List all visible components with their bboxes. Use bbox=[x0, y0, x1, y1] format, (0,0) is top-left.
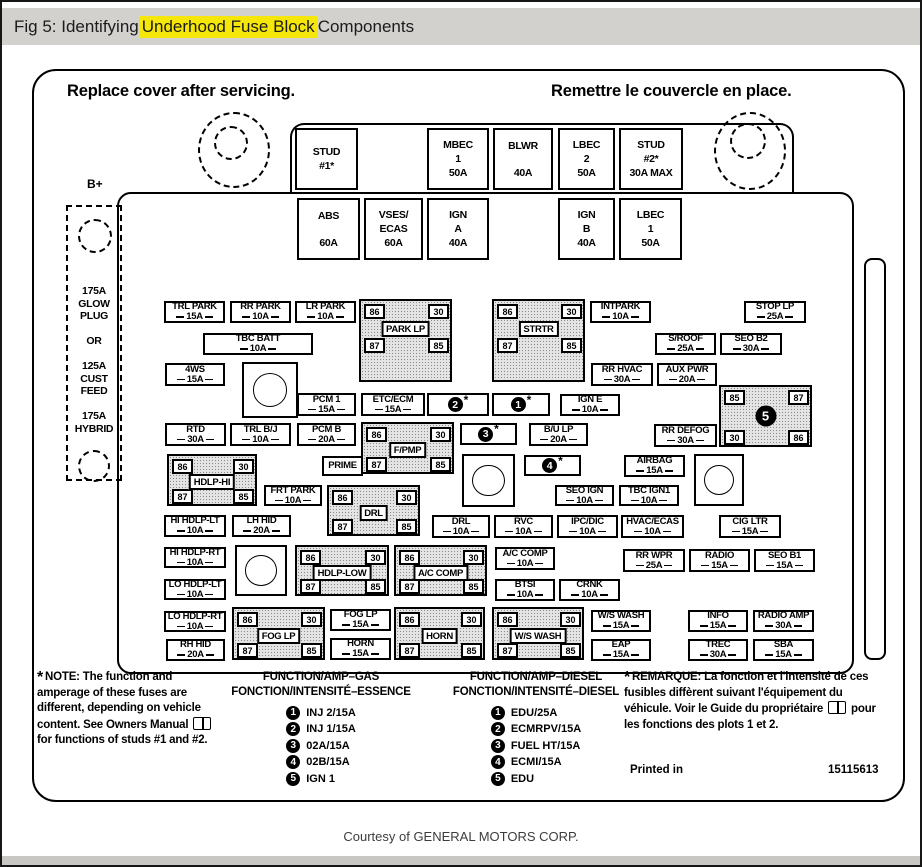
bottom-bar bbox=[2, 856, 920, 865]
relay-pin-87: 87 bbox=[399, 579, 420, 594]
relay-pin-85: 85 bbox=[560, 643, 581, 658]
relay-pin-87: 87 bbox=[300, 579, 321, 594]
relay-label: FOG LP bbox=[257, 628, 301, 644]
relay-pin-86: 86 bbox=[497, 612, 518, 627]
fuse-etc-ecm: ETC/ECM 15A bbox=[361, 393, 425, 416]
fuse-fog-lp: FOG LP 15A bbox=[330, 609, 391, 631]
number-badge: 3 bbox=[286, 739, 300, 753]
maxi-fuse-stud-1: STUD #1* bbox=[295, 128, 358, 190]
fuse-rtd: RTD 30A bbox=[165, 423, 226, 446]
fuse-b-u-lp: B/U LP 20A bbox=[529, 423, 588, 446]
fuse-radio: RADIO 15A bbox=[689, 549, 750, 572]
number-badge: 1 bbox=[491, 706, 505, 720]
number-badge: 1 bbox=[511, 397, 526, 412]
fuse-w-s-wash: W/S WASH 15A bbox=[591, 610, 651, 632]
bplus-label: B+ bbox=[87, 177, 103, 191]
fuse-rh-hid: RH HID 20A bbox=[166, 639, 225, 661]
relay-label: HDLP-LOW bbox=[313, 565, 372, 581]
asterisk-icon: * bbox=[526, 392, 532, 407]
relay-pin-86: 86 bbox=[237, 612, 258, 627]
number-badge: 3 bbox=[491, 739, 505, 753]
relay-pin-87: 87 bbox=[237, 643, 258, 658]
relay-pin-87: 87 bbox=[366, 457, 387, 472]
fuse-airbag: AIRBAG 15A bbox=[624, 455, 685, 477]
relay-pin-85: 85 bbox=[463, 579, 484, 594]
courtesy-caption: Courtesy of GENERAL MOTORS CORP. bbox=[343, 829, 579, 844]
fuse-intpark: INTPARK 10A bbox=[590, 301, 651, 323]
relay-pin-87: 87 bbox=[399, 643, 420, 658]
relay-pin-30: 30 bbox=[561, 304, 582, 319]
fuse-prime: PRIME bbox=[322, 456, 363, 476]
cover-note-english: Replace cover after servicing. bbox=[67, 82, 295, 100]
fuse-info: INFO 15A bbox=[688, 610, 748, 632]
relay-pin-85: 85 bbox=[430, 457, 451, 472]
asterisk-icon: * bbox=[494, 422, 499, 436]
fuse-hvac-ecas: HVAC/ECAS 10A bbox=[621, 515, 684, 538]
legend-item-label: FUEL HT/15A bbox=[510, 739, 581, 752]
relay-pin-87: 87 bbox=[497, 643, 518, 658]
maxi-fuse-ign-a-40a: IGN A 40A bbox=[427, 198, 489, 260]
relay-pin-87: 87 bbox=[332, 519, 353, 534]
printed-in-label: Printed in bbox=[630, 764, 684, 776]
legend-item-label: ECMI/15A bbox=[510, 756, 562, 768]
legend-diesel-items bbox=[491, 703, 581, 788]
relay-pin-30: 30 bbox=[301, 612, 322, 627]
legend-gas bbox=[207, 670, 435, 788]
legend-item bbox=[286, 755, 356, 769]
fuse-radio-amp: RADIO AMP 30A bbox=[753, 610, 814, 632]
number-badge: 4 bbox=[286, 755, 300, 769]
maxi-fuse-vses-ecas-60a: VSES/ ECAS 60A bbox=[364, 198, 423, 260]
fuse-tbc-ign1: TBC IGN1 10A bbox=[619, 485, 679, 506]
relay-pin-30: 30 bbox=[461, 612, 482, 627]
legend-item-label: INJ 1/15A bbox=[306, 723, 356, 735]
fuse-lo-hdlp-lt: LO HDLP-LT 10A bbox=[164, 579, 226, 600]
relay-pin-30: 30 bbox=[560, 612, 581, 627]
relay-label: PARK LP bbox=[381, 321, 430, 337]
relay-label: A/C COMP bbox=[413, 565, 468, 581]
legend-item-label: EDU bbox=[510, 772, 535, 785]
asterisk-icon: * bbox=[463, 392, 469, 407]
note-french-tail: pour les fonctions des plots 1 et 2. bbox=[624, 703, 876, 731]
legend-item bbox=[286, 706, 356, 720]
fuse-stop-lp: STOP LP 25A bbox=[744, 301, 806, 323]
relay-pin-86: 86 bbox=[366, 427, 387, 442]
note-french bbox=[624, 670, 886, 733]
note-english-tail: for functions of studs #1 and #2. bbox=[37, 734, 208, 746]
fuse-seo-b2: SEO B2 30A bbox=[720, 333, 782, 355]
maxi-fuse-lbec-2-50a: LBEC 2 50A bbox=[558, 128, 615, 190]
fuse-eap: EAP 15A bbox=[591, 639, 651, 661]
figure-title-bar bbox=[2, 8, 920, 45]
fuse-horn: HORN 15A bbox=[330, 638, 391, 660]
legend-item-label: 02A/15A bbox=[306, 739, 350, 752]
maxi-fuse-mbec-1-50a: MBEC 1 50A bbox=[427, 128, 489, 190]
battery-feed-terminal-block bbox=[66, 205, 122, 481]
relay-pin-85: 85 bbox=[233, 489, 254, 504]
fuse-rr-defog: RR DEFOG 30A bbox=[654, 424, 717, 447]
relay-pin-30: 30 bbox=[396, 490, 417, 505]
fuse-cig-ltr: CIG LTR 15A bbox=[719, 515, 781, 538]
maxi-fuse-blwr-40a: BLWR 40A bbox=[493, 128, 553, 190]
fuse-hi-hdlp-rt: HI HDLP-RT 10A bbox=[164, 547, 226, 568]
note-english-text: NOTE: The function and amperage of these fuses are different, depending on vehicle content. See Owners Manual bbox=[37, 671, 201, 731]
relay-label: HDLP-HI bbox=[189, 474, 235, 490]
fuse-block-top-strip bbox=[290, 123, 794, 193]
fuse-lr-park: LR PARK 10A bbox=[295, 301, 356, 323]
fuse-s-roof: S/ROOF 25A bbox=[655, 333, 716, 355]
figure-title-prefix: Fig 5: Identifying bbox=[14, 16, 139, 36]
number-badge: 5 bbox=[491, 772, 505, 786]
legend-item bbox=[491, 755, 581, 769]
relay-pin-86: 86 bbox=[399, 612, 420, 627]
fuse-trl-park: TRL PARK 15A bbox=[164, 301, 225, 323]
fuse-seo-b1: SEO B1 15A bbox=[754, 549, 815, 572]
relay-pin-30: 30 bbox=[428, 304, 449, 319]
legend-item bbox=[286, 739, 356, 753]
note-english bbox=[37, 670, 217, 749]
note-french-text: REMARQUE: La fonction et l'intensité de ces fusibles diffèrent suivant l'équipement du véhicule. Voir le Guide du propriétaire bbox=[624, 671, 869, 715]
asterisk-icon: * bbox=[37, 669, 44, 686]
fuse-btsi: BTSI 10A bbox=[495, 579, 555, 601]
fuse-frt-park: FRT PARK 10A bbox=[264, 485, 322, 506]
fuse-ipc-dic: IPC/DIC 10A bbox=[557, 515, 618, 538]
fuse-ign-e: IGN E 10A bbox=[560, 394, 620, 416]
legend-gas-subtitle: FONCTION/INTENSITÉ–ESSENCE bbox=[231, 686, 411, 698]
relay-pin-87: 87 bbox=[497, 338, 518, 353]
number-badge: 2 bbox=[286, 722, 300, 736]
maxi-fuse-ign-b-40a: IGN B 40A bbox=[558, 198, 615, 260]
relay-label: DRL bbox=[359, 505, 388, 521]
relay-pin-30: 30 bbox=[365, 550, 386, 565]
terminal-stud-icon bbox=[78, 450, 110, 482]
number-badge: 5 bbox=[286, 772, 300, 786]
fuse-rvc: RVC 10A bbox=[494, 515, 553, 538]
figure-title-suffix: Components bbox=[317, 16, 415, 36]
legend-item-label: INJ 2/15A bbox=[306, 706, 356, 719]
relay-label: STRTR bbox=[518, 321, 558, 337]
number-badge: 1 bbox=[286, 706, 300, 720]
part-number: 15115613 bbox=[828, 764, 879, 776]
relay-pin-85: 85 bbox=[428, 338, 449, 353]
legend-item-label: EDU/25A bbox=[510, 706, 558, 719]
fuse-4ws: 4WS 15A bbox=[165, 363, 225, 386]
number-badge: 2 bbox=[491, 722, 505, 736]
fuse-block-side-rail bbox=[864, 258, 886, 660]
fuse-a-c-comp: A/C COMP 10A bbox=[495, 547, 555, 570]
maxi-fuse-lbec-1-50a: LBEC 1 50A bbox=[619, 198, 682, 260]
relay-pin-85: 85 bbox=[396, 519, 417, 534]
number-badge: 4 bbox=[542, 458, 557, 473]
cover-note-french: Remettre le couvercle en place. bbox=[551, 82, 792, 100]
fuse-rr-park: RR PARK 10A bbox=[230, 301, 291, 323]
relay-label: HORN bbox=[421, 628, 458, 644]
relay-pin-85: 85 bbox=[365, 579, 386, 594]
legend-gas-items bbox=[286, 703, 356, 788]
legend-item-label: 02B/15A bbox=[306, 756, 350, 768]
relay-pin-86: 86 bbox=[172, 459, 193, 474]
legend-item bbox=[491, 722, 581, 736]
legend-item bbox=[491, 706, 581, 720]
relay-pin-30: 30 bbox=[724, 430, 745, 445]
number-badge: 4 bbox=[491, 755, 505, 769]
terminal-stud-icon bbox=[78, 219, 112, 253]
relay-pin-85: 85 bbox=[301, 643, 322, 658]
fuse-sba: SBA 15A bbox=[753, 639, 814, 661]
battery-feed-label: 175A GLOW PLUG OR 125A CUST FEED 175A HYBRID bbox=[74, 285, 114, 435]
fuse-pcm-b: PCM B 20A bbox=[297, 423, 356, 446]
legend-diesel-title: FUNCTION/AMP–DIESEL bbox=[469, 671, 603, 683]
legend-gas-title: FUNCTION/AMP–GAS bbox=[262, 671, 380, 683]
relay-pin-86: 86 bbox=[332, 490, 353, 505]
legend-item-label: IGN 1 bbox=[306, 772, 335, 785]
legend-item bbox=[491, 772, 581, 786]
fuse-pcm-1: PCM 1 15A bbox=[297, 393, 356, 416]
fuse-crnk: CRNK 10A bbox=[559, 579, 620, 601]
legend-item bbox=[286, 772, 356, 786]
relay-number-badge: 5 bbox=[755, 406, 776, 427]
fuse-rr-hvac: RR HVAC 30A bbox=[591, 363, 653, 386]
relay-pin-86: 86 bbox=[300, 550, 321, 565]
owners-manual-book-icon bbox=[828, 701, 846, 714]
relay-pin-85: 85 bbox=[561, 338, 582, 353]
maxi-fuse-stud-2-30a-max: STUD #2* 30A MAX bbox=[619, 128, 683, 190]
relay-pin-86: 86 bbox=[497, 304, 518, 319]
fuse-trl-b-j: TRL B/J 10A bbox=[230, 423, 291, 446]
fuse-drl: DRL 10A bbox=[432, 515, 490, 538]
asterisk-icon: * bbox=[558, 453, 563, 468]
relay-label: W/S WASH bbox=[510, 628, 567, 644]
relay-label: F/PMP bbox=[389, 442, 427, 458]
relay-pin-30: 30 bbox=[463, 550, 484, 565]
fuse-lh-hid: LH HID 20A bbox=[232, 515, 291, 537]
relay-pin-87: 87 bbox=[172, 489, 193, 504]
fuse-trec: TREC 30A bbox=[688, 639, 748, 661]
legend-item bbox=[286, 722, 356, 736]
legend-item-label: ECMRPV/15A bbox=[510, 723, 582, 735]
maxi-fuse-abs-60a: ABS 60A bbox=[297, 198, 360, 260]
number-badge: 3 bbox=[478, 427, 493, 442]
legend-diesel-subtitle: FONCTION/INTENSITÉ–DIESEL bbox=[452, 686, 620, 698]
fuse-block-body bbox=[117, 192, 854, 674]
fuse-rr-wpr: RR WPR 25A bbox=[623, 549, 685, 572]
relay-pin-86: 86 bbox=[788, 430, 809, 445]
legend-item bbox=[491, 739, 581, 753]
number-badge: 2 bbox=[448, 397, 463, 412]
relay-pin-86: 86 bbox=[364, 304, 385, 319]
fuse-tbc-batt: TBC BATT 10A bbox=[203, 333, 313, 355]
figure-title-highlight: Underhood Fuse Block bbox=[139, 16, 318, 38]
asterisk-icon: * bbox=[624, 669, 631, 686]
fuse-hi-hdlp-lt: HI HDLP-LT 10A bbox=[164, 515, 226, 537]
fuse-aux-pwr: AUX PWR 20A bbox=[657, 363, 717, 386]
relay-pin-30: 30 bbox=[233, 459, 254, 474]
relay-pin-87: 87 bbox=[364, 338, 385, 353]
relay-pin-85: 85 bbox=[724, 390, 745, 405]
relay-pin-85: 85 bbox=[461, 643, 482, 658]
legend-diesel bbox=[430, 670, 642, 788]
fuse-seo-ign: SEO IGN 10A bbox=[555, 485, 614, 506]
relay-pin-30: 30 bbox=[430, 427, 451, 442]
relay-pin-87: 87 bbox=[788, 390, 809, 405]
relay-pin-86: 86 bbox=[399, 550, 420, 565]
fuse-lo-hdlp-rt: LO HDLP-RT 10A bbox=[164, 611, 226, 632]
